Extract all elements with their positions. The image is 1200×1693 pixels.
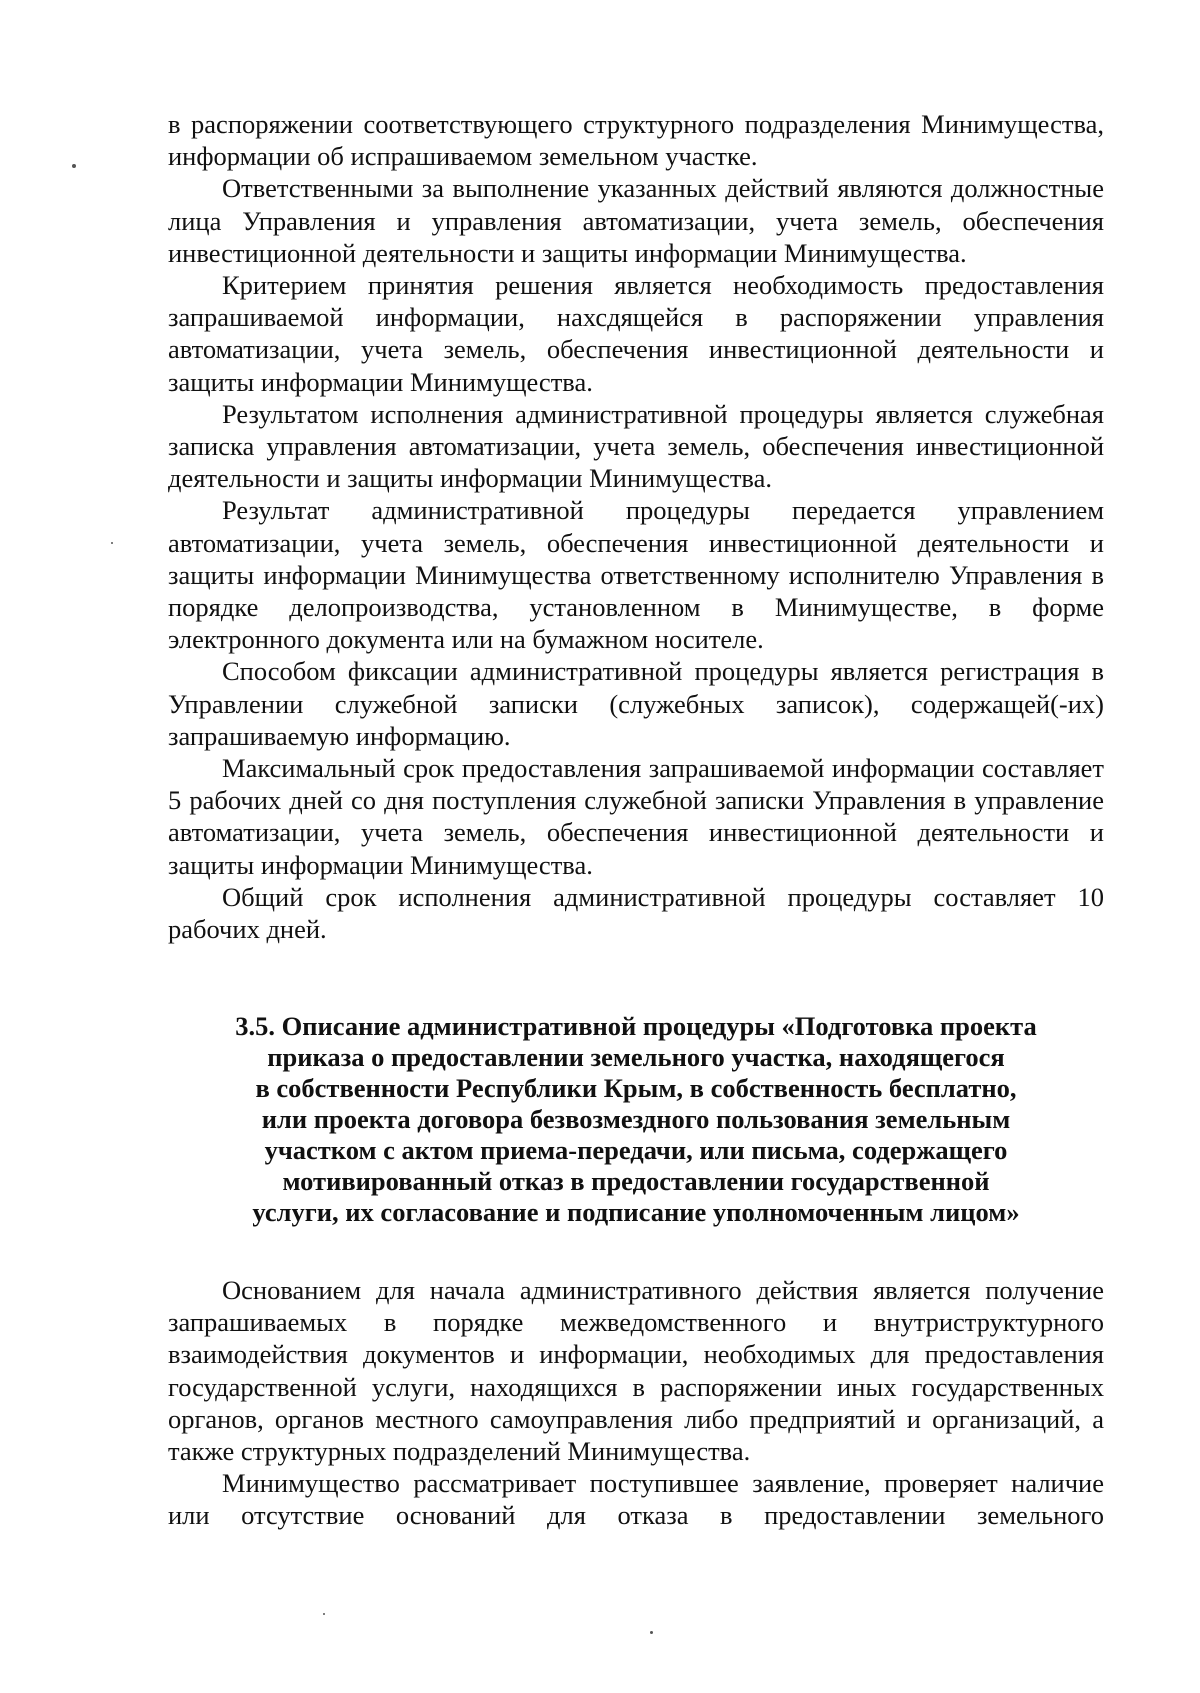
- bottom-text-block: [168, 1274, 1104, 1532]
- paragraph-responsible-persons: Ответственными за выполнение указанных действий являются должностные лица Управления и управления автоматизации, учета земель, обеспечения инвестиционной деятельности и защиты информации Минимущества.: [168, 173, 1104, 268]
- section-heading-line: участком с актом приема-передачи, или письма, содержащего: [264, 1135, 1008, 1165]
- scan-speck: [650, 1631, 653, 1634]
- scan-speck: [111, 542, 113, 544]
- paragraph-maximum-term: Максимальный срок предоставления запрашиваемой информации составляет 5 рабочих дней со дня поступления служебной записки Управления в управление автоматизации, учета земель, обеспечения инвестиционной деятельности и защиты информации Минимущества.: [168, 753, 1104, 880]
- paragraph-result-transfer: Результат административной процедуры передается управлением автоматизации, учета земель, обеспечения инвестиционной деятельности и защиты информации Минимущества ответственному исполнителю Управления в порядке делопроизводства, установленном в Минимуществе, в форме электронного документа или на бумажном носителе.: [168, 495, 1104, 655]
- scan-speck: [72, 164, 76, 168]
- scan-speck: [323, 1613, 325, 1615]
- paragraph-action-basis: Основанием для начала административного действия является получение запрашиваемых в порядке межведомственного и внутриструктурного взаимодействия документов и информации, необходимых для предоставления государственной услуги, находящихся в распоряжении иных государственных органов, органов местного самоуправления либо предприятий и организаций, а также структурных подразделений Минимущества.: [168, 1275, 1104, 1467]
- section-heading-line: в собственности Республики Крым, в собственность бесплатно,: [255, 1073, 1017, 1103]
- top-text-block: [168, 108, 1104, 945]
- section-heading: [168, 1011, 1104, 1228]
- section-heading-line: 3.5. Описание административной процедуры «Подготовка проекта: [235, 1011, 1037, 1041]
- section-heading-line: услуги, их согласование и подписание уполномоченным лицом»: [252, 1197, 1020, 1227]
- section-heading-line: приказа о предоставлении земельного участка, находящегося: [267, 1042, 1005, 1072]
- paragraph-procedure-result: Результатом исполнения административной процедуры является служебная записка управления автоматизации, учета земель, обеспечения инвестиционной деятельности и защиты информации Минимущества.: [168, 398, 1104, 494]
- paragraph-decision-criterion: Критерием принятия решения является необходимость предоставления запрашиваемой информации, нахсдящейся в распоряжении управления автоматизации, учета земель, обеспечения инвестиционной деятельности и защиты информации Минимущества.: [168, 270, 1104, 397]
- paragraph-fixation-method: Способом фиксации административной процедуры является регистрация в Управлении служебной записки (служебных записок), содержащей(-их) запрашиваемую информацию.: [168, 656, 1104, 751]
- paragraph-continuation: в распоряжении соответствующего структурного подразделения Минимущества, информации об испрашиваемом земельном участке.: [168, 109, 1104, 172]
- paragraph-application-review: Минимущество рассматривает поступившее заявление, проверяет наличие или отсутствие оснований для отказа в предоставлении земельного: [168, 1468, 1104, 1531]
- section-heading-line: или проекта договора безвозмездного пользования земельным: [261, 1104, 1011, 1134]
- paragraph-total-term: Общий срок исполнения административной процедуры составляет 10 рабочих дней.: [168, 881, 1104, 945]
- section-heading-line: мотивированный отказ в предоставлении государственной: [282, 1166, 990, 1196]
